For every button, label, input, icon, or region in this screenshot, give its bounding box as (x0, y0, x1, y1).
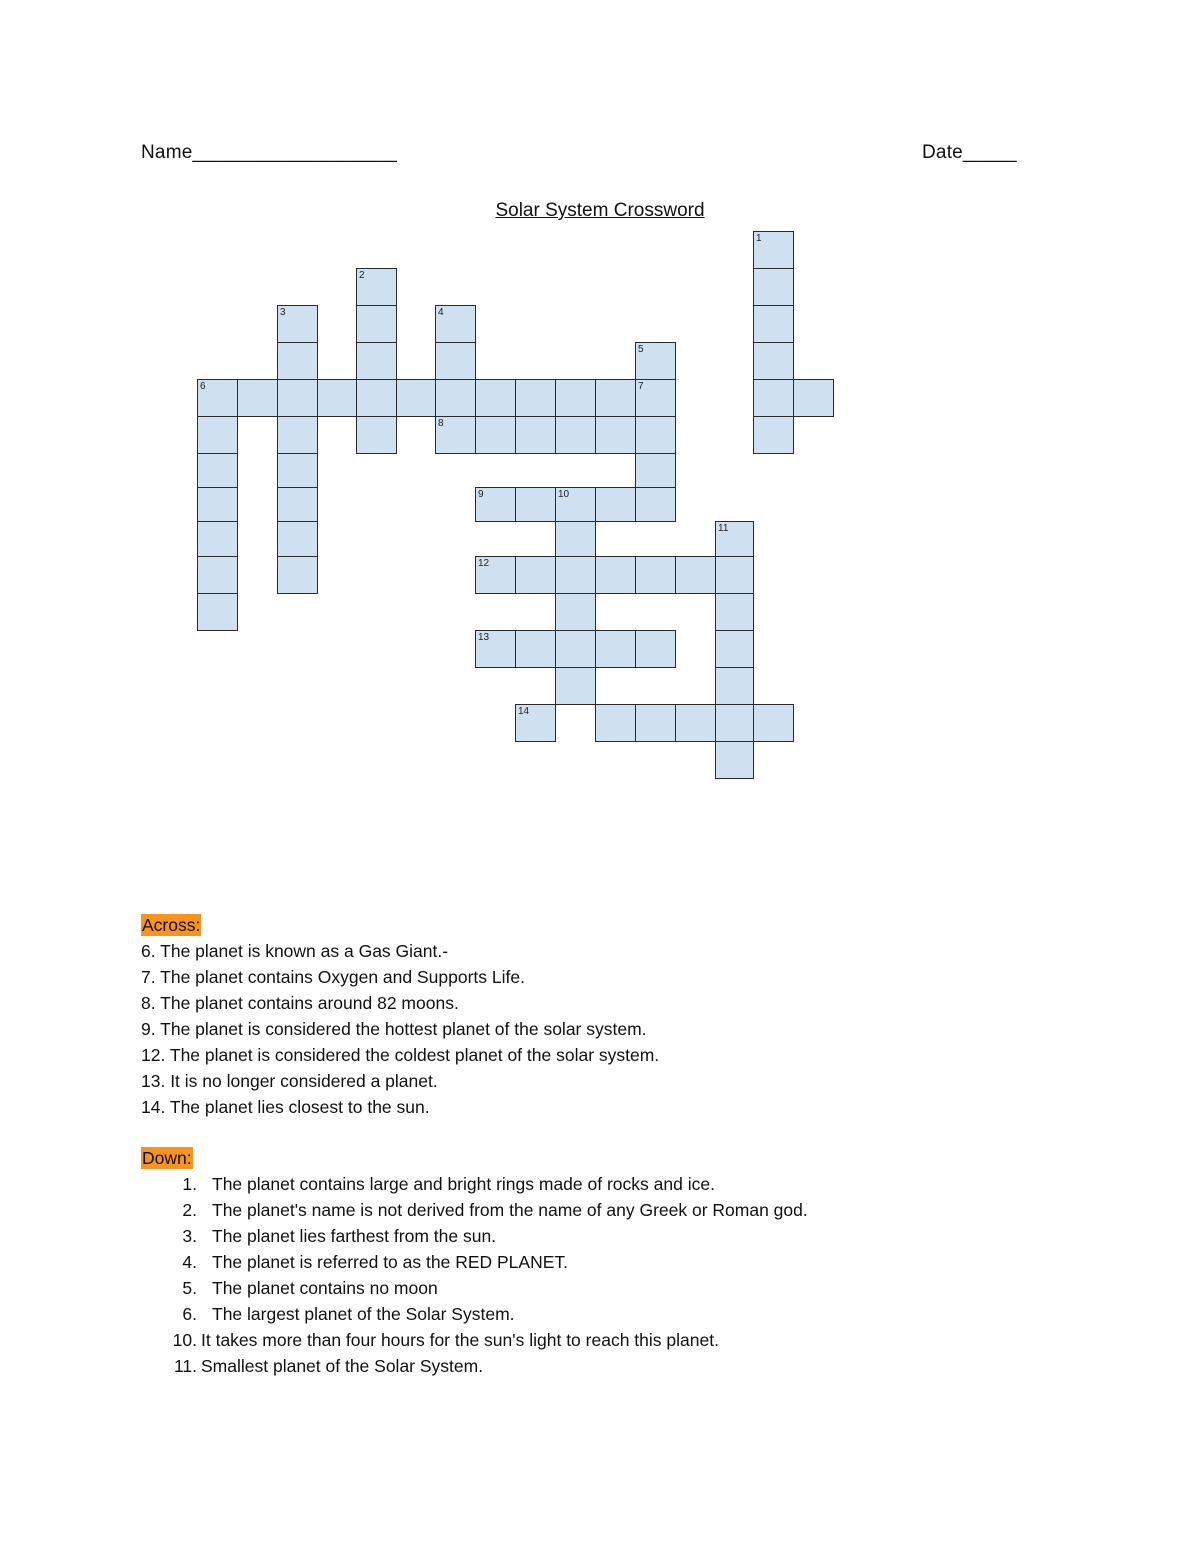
crossword-cell[interactable] (435, 342, 476, 380)
crossword-cell[interactable] (515, 556, 556, 594)
across-heading: Across: (142, 915, 201, 935)
crossword-cell[interactable] (197, 453, 238, 488)
crossword-cell[interactable] (635, 556, 676, 594)
crossword-cell[interactable] (635, 416, 676, 454)
crossword-cell[interactable] (635, 342, 676, 380)
clue-number: 12 (478, 558, 490, 569)
clue-number: 4 (438, 307, 444, 318)
down-clues (141, 1145, 808, 1379)
crossword-cell[interactable] (515, 487, 556, 522)
crossword-cell[interactable] (753, 305, 794, 343)
crossword-cell[interactable] (715, 704, 754, 742)
clue-number: 14 (518, 706, 530, 717)
down-clue-text: The largest planet of the Solar System. (212, 1304, 515, 1324)
crossword-cell[interactable] (555, 667, 596, 705)
down-clue (141, 1223, 808, 1249)
down-clue-number: 11. (173, 1356, 197, 1376)
crossword-cell[interactable] (555, 556, 596, 594)
crossword-cell[interactable] (515, 379, 556, 417)
crossword-cell[interactable] (753, 342, 794, 380)
crossword-cell[interactable] (595, 487, 636, 522)
across-clue: 12. The planet is considered the coldest planet of the solar system. (141, 1045, 660, 1065)
down-clue (141, 1197, 808, 1223)
across-clues (141, 912, 659, 1120)
down-clue-text: The planet is referred to as the RED PLANET. (212, 1252, 568, 1272)
down-clue-text: The planet contains no moon (212, 1278, 438, 1298)
crossword-cell[interactable] (635, 453, 676, 488)
crossword-cell[interactable] (237, 379, 278, 417)
down-clue-text: It takes more than four hours for the sun's light to reach this planet. (201, 1330, 719, 1350)
clue-number: 8 (438, 418, 444, 429)
crossword-cell[interactable] (555, 487, 596, 522)
down-clue-number: 3. (182, 1226, 197, 1246)
down-clue-number: 1. (182, 1174, 197, 1194)
down-clue (141, 1327, 808, 1353)
crossword-cell[interactable] (595, 379, 636, 417)
crossword-cell[interactable] (475, 630, 516, 668)
worksheet-title: Solar System Crossword (495, 200, 705, 221)
clue-number: 2 (359, 270, 365, 281)
crossword-cell[interactable] (753, 416, 794, 454)
down-clue (141, 1249, 808, 1275)
crossword-cell[interactable] (435, 379, 476, 417)
crossword-cell[interactable] (475, 416, 516, 454)
crossword-cell[interactable] (715, 593, 754, 631)
crossword-cell[interactable] (595, 630, 636, 668)
clue-number: 10 (558, 489, 570, 500)
across-clue: 7. The planet contains Oxygen and Supports Life. (141, 967, 525, 987)
crossword-cell[interactable] (753, 268, 794, 306)
clue-number: 1 (756, 233, 762, 244)
crossword-cell[interactable] (277, 342, 318, 380)
crossword-cell[interactable] (356, 268, 397, 306)
down-clue-number: 4. (182, 1252, 197, 1272)
crossword-cell[interactable] (197, 556, 238, 594)
crossword-cell[interactable] (277, 416, 318, 454)
down-clue (141, 1301, 808, 1327)
crossword-cell[interactable] (277, 487, 318, 522)
crossword-cell[interactable] (277, 379, 318, 417)
crossword-cell[interactable] (715, 667, 754, 705)
crossword-cell[interactable] (595, 416, 636, 454)
crossword-cell[interactable] (475, 379, 516, 417)
crossword-cell[interactable] (515, 630, 556, 668)
clue-number: 11 (718, 523, 729, 534)
across-clue: 14. The planet lies closest to the sun. (141, 1097, 430, 1117)
crossword-cell[interactable] (356, 416, 397, 454)
crossword-cell[interactable] (277, 556, 318, 594)
down-clue-number: 5. (182, 1278, 197, 1298)
clue-number: 13 (478, 632, 490, 643)
across-clue: 13. It is no longer considered a planet. (141, 1071, 438, 1091)
across-clue: 6. The planet is known as a Gas Giant.- (141, 941, 449, 961)
crossword-cell[interactable] (595, 556, 636, 594)
crossword-cell[interactable] (435, 305, 476, 343)
down-heading: Down: (142, 1148, 192, 1168)
crossword-cell[interactable] (715, 630, 754, 668)
across-clue: 9. The planet is considered the hottest planet of the solar system. (141, 1019, 647, 1039)
down-clue-text: The planet lies farthest from the sun. (212, 1226, 497, 1246)
crossword-cell[interactable] (197, 379, 238, 417)
down-clue-text: The planet contains large and bright rings made of rocks and ice. (212, 1174, 715, 1194)
clue-number: 6 (200, 381, 206, 392)
down-clue-number: 10. (172, 1330, 197, 1350)
crossword-cell[interactable] (753, 231, 794, 269)
crossword-cell[interactable] (675, 704, 716, 742)
crossword-cell[interactable] (555, 630, 596, 668)
crossword-cell[interactable] (515, 416, 556, 454)
crossword-cell[interactable] (475, 556, 516, 594)
crossword-cell[interactable] (555, 521, 596, 557)
crossword-cell[interactable] (197, 593, 238, 631)
crossword-cell[interactable] (515, 704, 556, 742)
down-clue (141, 1353, 808, 1379)
crossword-cell[interactable] (475, 487, 516, 522)
crossword-cell[interactable] (715, 741, 754, 779)
crossword-cell[interactable] (635, 379, 676, 417)
clue-number: 3 (280, 307, 286, 318)
crossword-cell[interactable] (396, 379, 436, 417)
crossword-cell[interactable] (555, 416, 596, 454)
across-clue: 8. The planet contains around 82 moons. (141, 993, 459, 1013)
crossword-cell[interactable] (277, 521, 318, 557)
crossword-cell[interactable] (635, 704, 676, 742)
clue-number: 5 (638, 344, 644, 355)
crossword-cell[interactable] (595, 704, 636, 742)
name-field-label: Name___________________ (141, 142, 398, 163)
crossword-cell[interactable] (555, 379, 596, 417)
crossword-cell[interactable] (356, 342, 397, 380)
crossword-cell[interactable] (356, 379, 397, 417)
crossword-cell[interactable] (675, 556, 716, 594)
crossword-cell[interactable] (435, 416, 476, 454)
clue-number: 9 (478, 489, 484, 500)
crossword-cell[interactable] (715, 521, 754, 557)
down-clue (141, 1171, 808, 1197)
crossword-cell[interactable] (555, 593, 596, 631)
clue-number: 7 (638, 381, 644, 392)
crossword-cell[interactable] (197, 416, 238, 454)
crossword-cell[interactable] (715, 556, 754, 594)
crossword-cell[interactable] (635, 487, 676, 522)
crossword-cell[interactable] (277, 305, 318, 343)
down-clue-number: 6. (182, 1304, 197, 1324)
crossword-cell[interactable] (753, 379, 794, 417)
crossword-cell[interactable] (317, 379, 357, 417)
down-clue (141, 1275, 808, 1301)
crossword-cell[interactable] (197, 521, 238, 557)
crossword-cell[interactable] (277, 453, 318, 488)
down-clue-text: Smallest planet of the Solar System. (201, 1356, 484, 1376)
date-field-label: Date_____ (922, 142, 1017, 163)
crossword-cell[interactable] (197, 487, 238, 522)
crossword-cell[interactable] (753, 704, 794, 742)
down-clue-text: The planet's name is not derived from the name of any Greek or Roman god. (212, 1200, 808, 1220)
crossword-cell[interactable] (793, 379, 834, 417)
down-clue-number: 2. (182, 1200, 197, 1220)
crossword-cell[interactable] (356, 305, 397, 343)
crossword-cell[interactable] (635, 630, 676, 668)
